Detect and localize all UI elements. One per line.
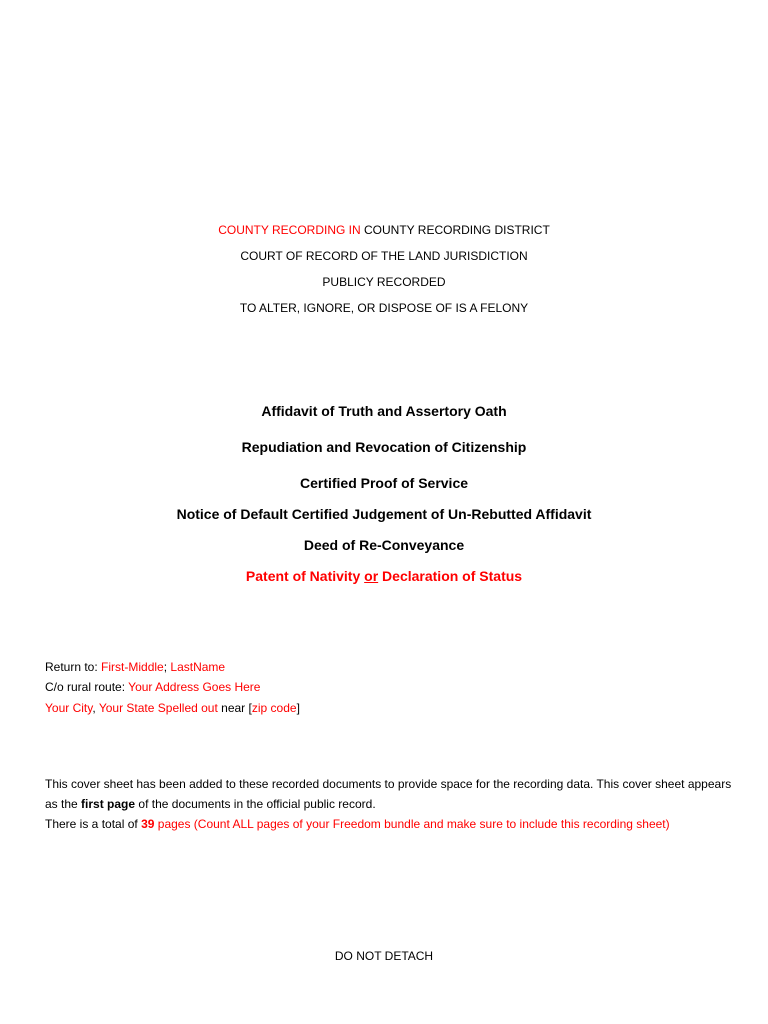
address-placeholder: Your Address Goes Here [128,680,261,694]
city-comma: , [92,701,96,715]
first-page-emphasis: first page [81,797,136,811]
cover-text-b: of the documents in the official public record. [138,797,376,811]
title-proof-of-service: Certified Proof of Service [299,475,469,491]
cover-text-a: This cover sheet has been added to these recorded documents to provide space for the recording data. This cover sheet appears as the [45,777,732,811]
return-label: Return to: [45,660,98,674]
return-to-line [45,659,735,675]
title-notice-of-default: Notice of Default Certified Judgement of Un-Rebutted Affidavit [176,506,592,522]
zip-bracket-open: [ [248,701,252,715]
header-line-4: TO ALTER, IGNORE, OR DISPOSE OF IS A FELONY [239,301,529,315]
header-line-2: COURT OF RECORD OF THE LAND JURISDICTION [240,249,528,263]
first-middle-name: First-Middle [101,660,164,674]
zip-bracket-close: ] [296,701,300,715]
total-prefix: There is a total of [45,817,138,831]
do-not-detach: DO NOT DETACH [334,949,434,963]
near-label: near [221,701,246,715]
state-placeholder: Your State Spelled out [98,701,218,715]
cover-sheet-paragraph [45,774,735,834]
rural-route-line [45,679,735,695]
city-placeholder: Your City [45,701,93,715]
header-line-3: PUBLICY RECORDED [322,275,446,289]
header-county-recording-in: COUNTY RECORDING IN [218,223,361,237]
title-deed: Deed of Re-Conveyance [303,537,465,553]
total-suffix: pages (Count ALL pages of your Freedom bundle and make sure to include this recording sheet) [157,817,670,831]
co-label: C/o rural route: [45,680,126,694]
title-affidavit: Affidavit of Truth and Assertory Oath [261,403,507,419]
title-declaration: Declaration of Status [382,568,523,584]
page-count: 39 [141,817,155,831]
title-patent: Patent of Nativity [245,568,361,584]
header-recording-district: COUNTY RECORDING DISTRICT [364,223,550,237]
title-repudiation: Repudiation and Revocation of Citizenship [241,439,527,455]
zip-placeholder: zip code [251,701,297,715]
last-name: LastName [170,660,226,674]
title-patent-or-declaration [0,568,768,584]
title-or: or [364,568,379,584]
name-separator: ; [163,660,168,674]
header-line-1 [0,223,768,237]
city-state-line [45,700,735,716]
